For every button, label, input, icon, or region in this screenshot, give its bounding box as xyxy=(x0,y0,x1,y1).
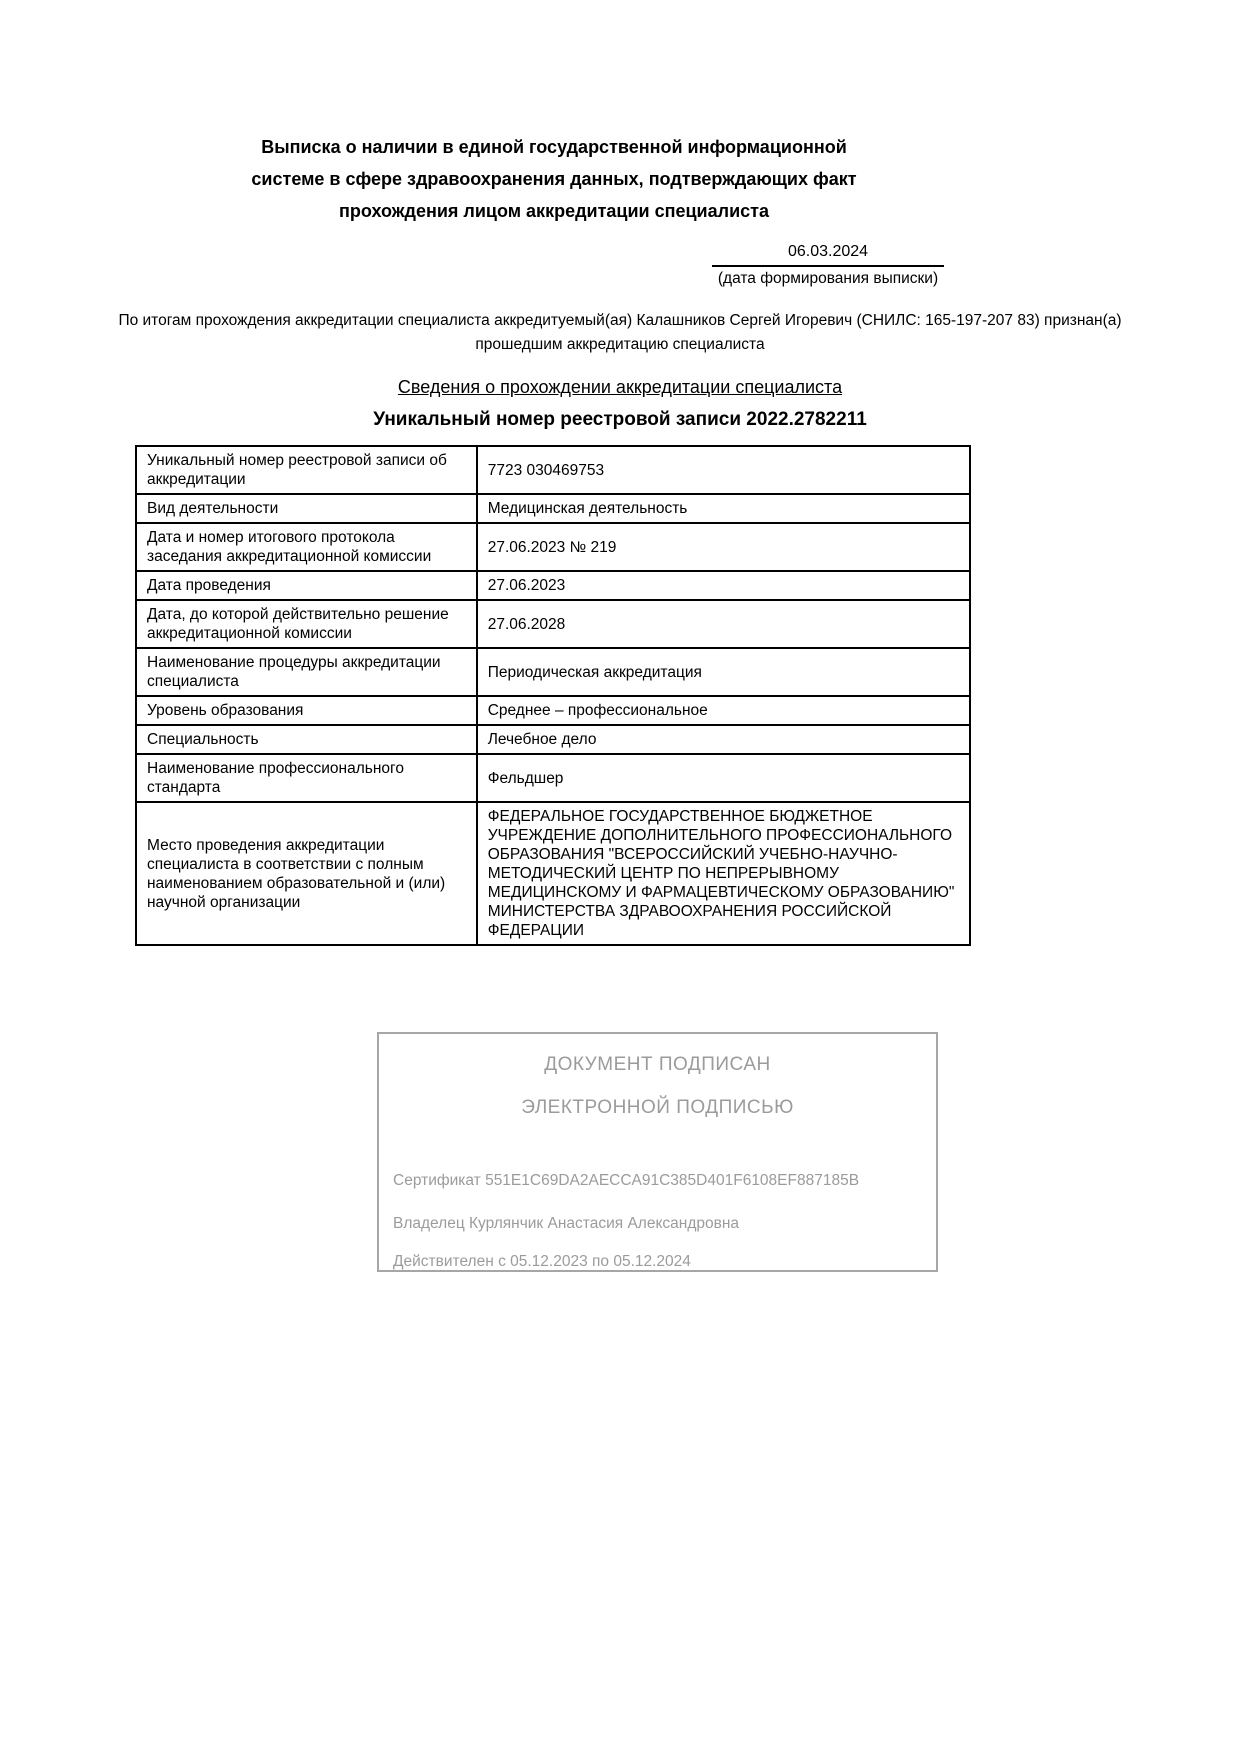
section-heading: Сведения о прохождении аккредитации специалиста xyxy=(397,377,843,397)
table-row xyxy=(136,523,970,571)
row-value: 27.06.2023 № 219 xyxy=(477,523,970,571)
table-row xyxy=(136,648,970,696)
table-row xyxy=(136,571,970,600)
row-label: Дата, до которой действительно решение аккредитационной комиссии xyxy=(136,600,477,648)
table-row xyxy=(136,446,970,494)
electronic-signature-stamp xyxy=(377,1032,938,1272)
signature-validity: Действителен с 05.12.2023 по 05.12.2024 xyxy=(393,1253,691,1270)
row-value: Медицинская деятельность xyxy=(477,494,970,523)
table-row xyxy=(136,754,970,802)
row-label: Вид деятельности xyxy=(136,494,477,523)
document-title-line-2: системе в сфере здравоохранения данных, подтверждающих факт xyxy=(251,169,857,189)
row-label: Наименование профессионального стандарта xyxy=(136,754,477,802)
document-title xyxy=(140,131,968,227)
signature-owner: Владелец Курлянчик Анастасия Александровна xyxy=(393,1215,740,1232)
row-value: Лечебное дело xyxy=(477,725,970,754)
table-row xyxy=(136,696,970,725)
row-value: 27.06.2023 xyxy=(477,571,970,600)
row-label: Уникальный номер реестровой записи об аккредитации xyxy=(136,446,477,494)
formation-date-value: 06.03.2024 xyxy=(712,243,944,267)
row-value: 7723 030469753 xyxy=(477,446,970,494)
registry-number-heading: Уникальный номер реестровой записи 2022.2782211 xyxy=(373,409,867,430)
signature-certificate: Сертификат 551E1C69DA2AECCA91C385D401F6108EF887185B xyxy=(393,1172,860,1189)
formation-date-block xyxy=(712,243,944,288)
row-label: Дата и номер итогового протокола заседания аккредитационной комиссии xyxy=(136,523,477,571)
formation-date-caption: (дата формирования выписки) xyxy=(717,270,939,287)
row-label: Наименование процедуры аккредитации специалиста xyxy=(136,648,477,696)
row-value: Периодическая аккредитация xyxy=(477,648,970,696)
row-value: Фельдшер xyxy=(477,754,970,802)
table-row xyxy=(136,600,970,648)
table-row xyxy=(136,802,970,945)
row-label: Место проведения аккредитации специалиста в соответствии с полным наименованием образовательной и (или) научной организации xyxy=(136,802,477,945)
signature-stamp-line-2: ЭЛЕКТРОННОЙ ПОДПИСЬЮ xyxy=(521,1097,794,1118)
table-row xyxy=(136,725,970,754)
row-value: Среднее – профессиональное xyxy=(477,696,970,725)
signature-stamp-line-1: ДОКУМЕНТ ПОДПИСАН xyxy=(544,1054,771,1075)
accreditation-details-table xyxy=(135,445,971,946)
row-label: Специальность xyxy=(136,725,477,754)
table-row xyxy=(136,494,970,523)
document-title-line-1: Выписка о наличии в единой государственной информационной xyxy=(261,137,847,157)
accreditation-intro-paragraph: По итогам прохождения аккредитации специалиста аккредитуемый(ая) Калашников Сергей Игоревич (СНИЛС: 165-197-207 83) признан(а) прошедшим аккредитацию специалиста xyxy=(118,312,1122,353)
document-title-line-3: прохождения лицом аккредитации специалиста xyxy=(339,201,769,221)
row-value: ФЕДЕРАЛЬНОЕ ГОСУДАРСТВЕННОЕ БЮДЖЕТНОЕ УЧРЕЖДЕНИЕ ДОПОЛНИТЕЛЬНОГО ПРОФЕССИОНАЛЬНОГО ОБРАЗОВАНИЯ "ВСЕРОССИЙСКИЙ УЧЕБНО-НАУЧНО-МЕТОДИЧЕСКИЙ ЦЕНТР ПО НЕПРЕРЫВНОМУ МЕДИЦИНСКОМУ И ФАРМАЦЕВТИЧЕСКОМУ ОБРАЗОВАНИЮ" МИНИСТЕРСТВА ЗДРАВООХРАНЕНИЯ РОССИЙСКОЙ ФЕДЕРАЦИИ xyxy=(477,802,970,945)
row-label: Дата проведения xyxy=(136,571,477,600)
row-value: 27.06.2028 xyxy=(477,600,970,648)
row-label: Уровень образования xyxy=(136,696,477,725)
